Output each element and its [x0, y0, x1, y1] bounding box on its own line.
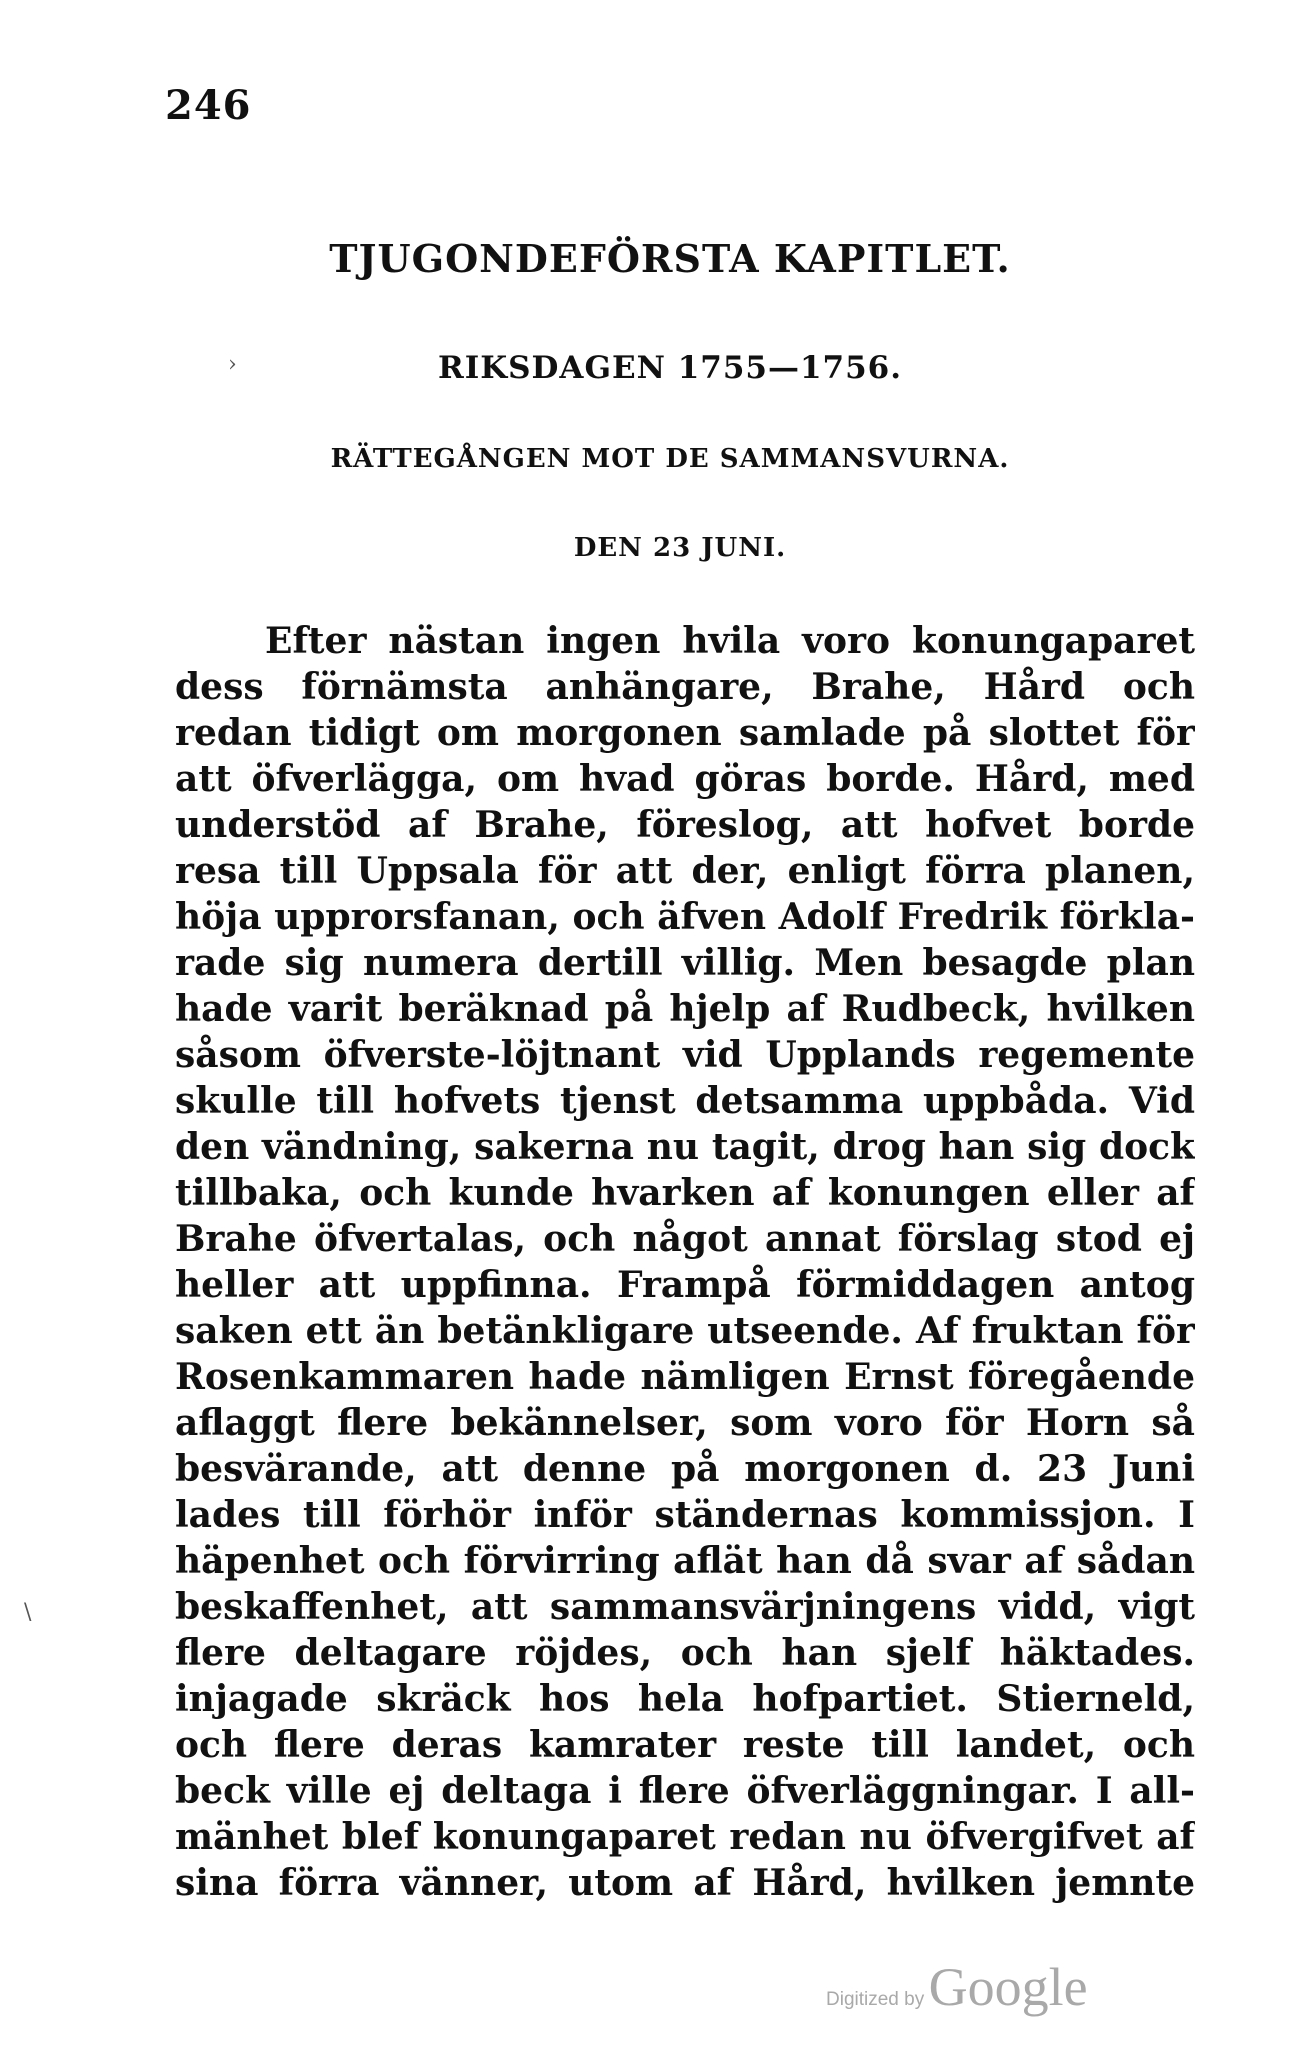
text-line: såsom öfverste-löjtnant vid Upplands regemente — [175, 1034, 1195, 1076]
text-line: sina förra vänner, utom af Hård, hvilken jemnte — [175, 1862, 1195, 1904]
text-line: Rosenkammaren hade nämligen Ernst föregående — [175, 1356, 1195, 1398]
text-line: mänhet blef konungaparet redan nu öfvergifvet af — [175, 1816, 1195, 1858]
text-line: höja upprorsfanan, och äfven Adolf Fredrik förkla- — [175, 896, 1195, 938]
page-number: 246 — [165, 82, 252, 129]
text-line: saken ett än betänkligare utseende. Af fruktan för — [175, 1310, 1195, 1352]
stray-mark: \ — [24, 1600, 32, 1625]
text-line: beskaffenhet, att sammansvärjningens vidd, vigt — [175, 1586, 1195, 1628]
text-line: beck ville ej deltaga i flere öfverläggningar. I all- — [175, 1770, 1195, 1812]
body-text — [175, 618, 1195, 1906]
text-line: aflaggt flere bekännelser, som voro för Horn så — [175, 1402, 1195, 1444]
text-line: Efter nästan ingen hvila voro konungaparet — [265, 620, 1195, 662]
text-line: att öfverlägga, om hvad göras borde. Hård, med — [175, 758, 1195, 800]
section-heading: RÄTTEGÅNGEN MOT DE SAMMANSVURNA. — [330, 444, 1010, 474]
text-line: och flere deras kamrater reste till landet, och — [175, 1724, 1195, 1766]
stray-mark: › — [228, 352, 237, 377]
google-logo: Google — [928, 1957, 1088, 2017]
text-line: injagade skräck hos hela hofpartiet. Stierneld, — [175, 1678, 1195, 1720]
text-line: Brahe öfvertalas, och något annat förslag stod ej — [175, 1218, 1195, 1260]
text-line: redan tidigt om morgonen samlade på slottet för — [175, 712, 1195, 754]
chapter-title: TJUGONDEFÖRSTA KAPITLET. — [329, 236, 1011, 281]
digitized-watermark — [826, 1956, 1088, 2018]
text-line: den vändning, sakerna nu tagit, drog han sig dock — [175, 1126, 1195, 1168]
text-line: heller att uppfinna. Frampå förmiddagen antog — [175, 1264, 1195, 1306]
text-line: rade sig numera dertill villig. Men besagde plan — [175, 942, 1195, 984]
text-line: tillbaka, och kunde hvarken af konungen eller af — [175, 1172, 1195, 1214]
text-line: understöd af Brahe, föreslog, att hofvet borde — [175, 804, 1195, 846]
text-line: lades till förhör inför ständernas kommissjon. I — [175, 1494, 1195, 1536]
session-heading: RIKSDAGEN 1755—1756. — [437, 350, 903, 386]
text-line: skulle till hofvets tjenst detsamma uppbåda. Vid — [175, 1080, 1195, 1122]
text-line: flere deltagare röjdes, och han sjelf häktades. — [175, 1632, 1195, 1674]
date-heading: DEN 23 JUNI. — [573, 533, 787, 563]
text-line: resa till Uppsala för att der, enligt förra planen, — [175, 850, 1195, 892]
text-line: hade varit beräknad på hjelp af Rudbeck, hvilken — [175, 988, 1195, 1030]
text-line: dess förnämsta anhängare, Brahe, Hård och — [175, 666, 1195, 708]
watermark-prefix: Digitized by — [826, 1989, 925, 2010]
text-line: besvärande, att denne på morgonen d. 23 Juni — [175, 1448, 1195, 1490]
text-line: häpenhet och förvirring aflät han då svar af sådan — [175, 1540, 1195, 1582]
